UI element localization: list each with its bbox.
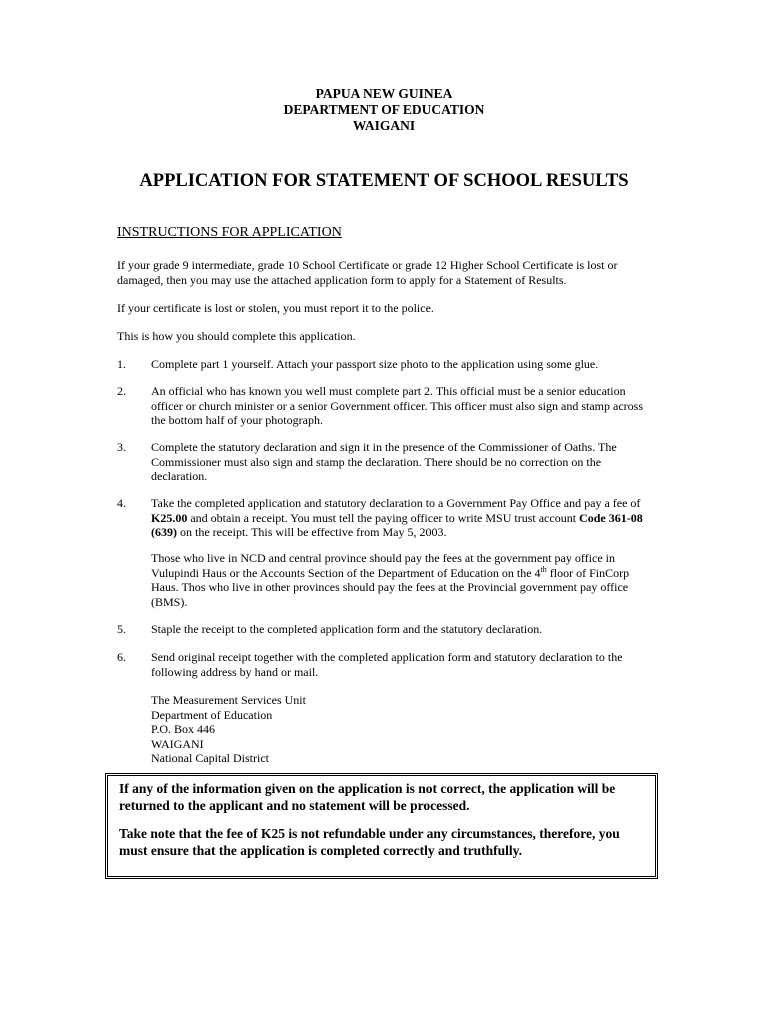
item-text: An official who has known you well must complete part 2. This official must be a senior education officer or church minister or a senior Government officer. This officer must also sign and stamp across the bottom half of your photograph. <box>151 384 643 427</box>
item-number: 5. <box>117 622 126 636</box>
header-department: DEPARTMENT OF EDUCATION <box>283 102 485 117</box>
fee-amount: K25.00 <box>151 510 188 525</box>
item-text-part: Those who live in NCD and central province should pay the fees at the government pay office in Vulupindi Haus or the Accounts Section of the Department of Education on the 4 <box>151 551 615 580</box>
item-number: 2. <box>117 384 126 398</box>
item-text: Send original receipt together with the completed application form and statutory declaration to the following address by hand or mail. <box>151 650 623 679</box>
item-number: 6. <box>117 650 126 664</box>
item-text: Complete the statutory declaration and sign it in the presence of the Commissioner of Oaths. The Commissioner must also sign and stamp the declaration. There should be no correction on the declaration. <box>151 440 617 483</box>
address-line: National Capital District <box>151 751 269 765</box>
item-number: 4. <box>117 496 126 510</box>
address-line: The Measurement Services Unit <box>151 693 306 707</box>
item-number: 3. <box>117 440 126 454</box>
item-text: Staple the receipt to the completed application form and the statutory declaration. <box>151 622 543 636</box>
address-line: Department of Education <box>151 707 273 722</box>
item-text-part: floor of FinCorp Haus. Thos who live in other provinces should pay the fees at the Provincial government pay office (BMS). <box>151 565 630 609</box>
trust-account-code: Code 361-08 (639) <box>151 510 643 539</box>
item-text-part: on the receipt. This will be effective from May 5, 2003. <box>177 525 447 539</box>
document-header <box>0 86 768 134</box>
item-text-part: and obtain a receipt. You must tell the paying officer to write MSU trust account <box>187 510 580 525</box>
intro-paragraph-how-to: This is how you should complete this application. <box>117 329 356 343</box>
ordinal-suffix: th <box>540 564 547 574</box>
item-number: 1. <box>117 357 126 371</box>
notice-fee-non-refundable: Take note that the fee of K25 is not refundable under any circumstances, therefore, you must ensure that the application is completed correctly and truthfully. <box>119 826 620 858</box>
address-line: P.O. Box 446 <box>151 722 216 736</box>
item-text: Complete part 1 yourself. Attach your passport size photo to the application using some glue. <box>151 357 599 371</box>
address-line: WAIGANI <box>151 736 204 751</box>
mailing-address <box>151 693 306 766</box>
intro-paragraph-lost-certificate: If your grade 9 intermediate, grade 10 School Certificate or grade 12 Higher School Certificate is lost or damaged, then you may use the attached application form to apply for a Statement of Results. <box>117 258 618 287</box>
header-location: WAIGANI <box>352 118 416 133</box>
item-text <box>151 551 651 609</box>
notice-box <box>105 773 658 879</box>
notice-incorrect-information: If any of the information given on the application is not correct, the application will be returned to the applicant and no statement will be processed. <box>119 781 616 813</box>
item-text-part: Take the completed application and statutory declaration to a Government Pay Office and pay a fee of <box>151 496 641 510</box>
document-title: APPLICATION FOR STATEMENT OF SCHOOL RESULTS <box>139 171 629 191</box>
intro-paragraph-police: If your certificate is lost or stolen, you must report it to the police. <box>117 301 434 315</box>
item-text <box>151 496 651 540</box>
instructions-heading: INSTRUCTIONS FOR APPLICATION <box>117 225 342 240</box>
header-country: PAPUA NEW GUINEA <box>315 86 453 101</box>
